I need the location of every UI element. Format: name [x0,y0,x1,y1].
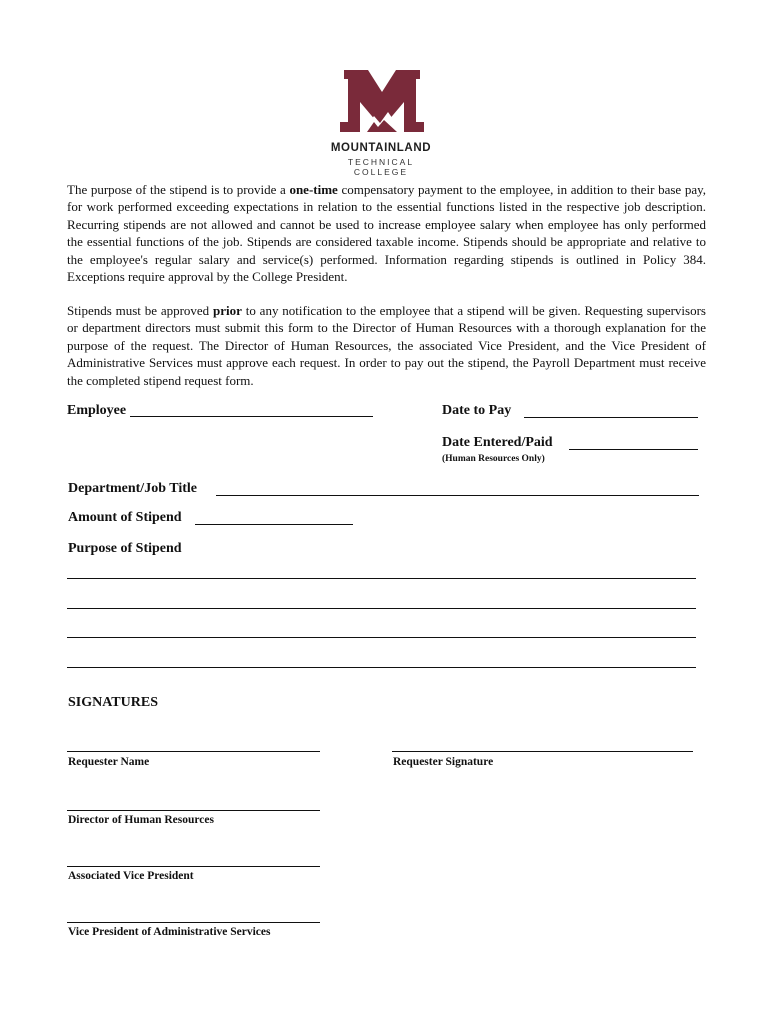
purpose-line-4[interactable] [67,667,696,668]
vp-admin-label: Vice President of Administrative Services [68,926,271,938]
signatures-heading: SIGNATURES [68,695,158,710]
purpose-line-1[interactable] [67,578,696,579]
director-hr-line[interactable] [67,810,320,811]
vp-admin-line[interactable] [67,922,320,923]
hr-only-note: (Human Resources Only) [442,454,545,464]
purpose-label: Purpose of Stipend [68,541,182,556]
date-to-pay-field[interactable] [524,417,698,418]
date-entered-field[interactable] [569,449,698,450]
department-field[interactable] [216,495,699,496]
intro-paragraph-2: Stipends must be approved prior to any notification to the employee that a stipend will be given. Requesting supervisors or department directors must submit this form to the Director of Human Resources with a thorough explanation for the purpose of the request. The Director of Human Resources, the associated Vice President, and the Vice President of Administrative Services must approve each request. In order to pay out the stipend, the Payroll Department must receive the completed stipend request form. [67,303,706,388]
employee-field[interactable] [130,416,373,417]
assoc-vp-label: Associated Vice President [68,870,194,882]
purpose-line-3[interactable] [67,637,696,638]
requester-name-label: Requester Name [68,756,150,768]
amount-label: Amount of Stipend [68,510,182,525]
intro-paragraph-1: The purpose of the stipend is to provide a one-time compensatory payment to the employee, in addition to their base pay, for work performed exceeding expectations in relation to the essential functions listed in the respective job description. Recurring stipends are not allowed and cannot be used to increase employee salary when employee has only performed the essential functions of the job. Stipends are considered taxable income. Stipends should be appropriate and relative to the employee's regular salary and service(s) performed. Information regarding stipends is outlined in Policy 384. Exceptions require approval by the College President. [67,182,706,285]
requester-name-line[interactable] [67,751,320,752]
date-to-pay-label: Date to Pay [442,403,512,418]
purpose-line-2[interactable] [67,608,696,609]
department-label: Department/Job Title [68,481,197,496]
logo-name: MOUNTAINLAND [330,142,432,154]
date-entered-label: Date Entered/Paid [442,435,553,450]
director-hr-label: Director of Human Resources [68,814,214,826]
assoc-vp-line[interactable] [67,866,320,867]
amount-field[interactable] [195,524,353,525]
employee-label: Employee [67,403,127,418]
logo-subtitle: TECHNICAL COLLEGE [347,157,415,177]
requester-signature-line[interactable] [392,751,693,752]
requester-signature-label: Requester Signature [393,756,494,768]
